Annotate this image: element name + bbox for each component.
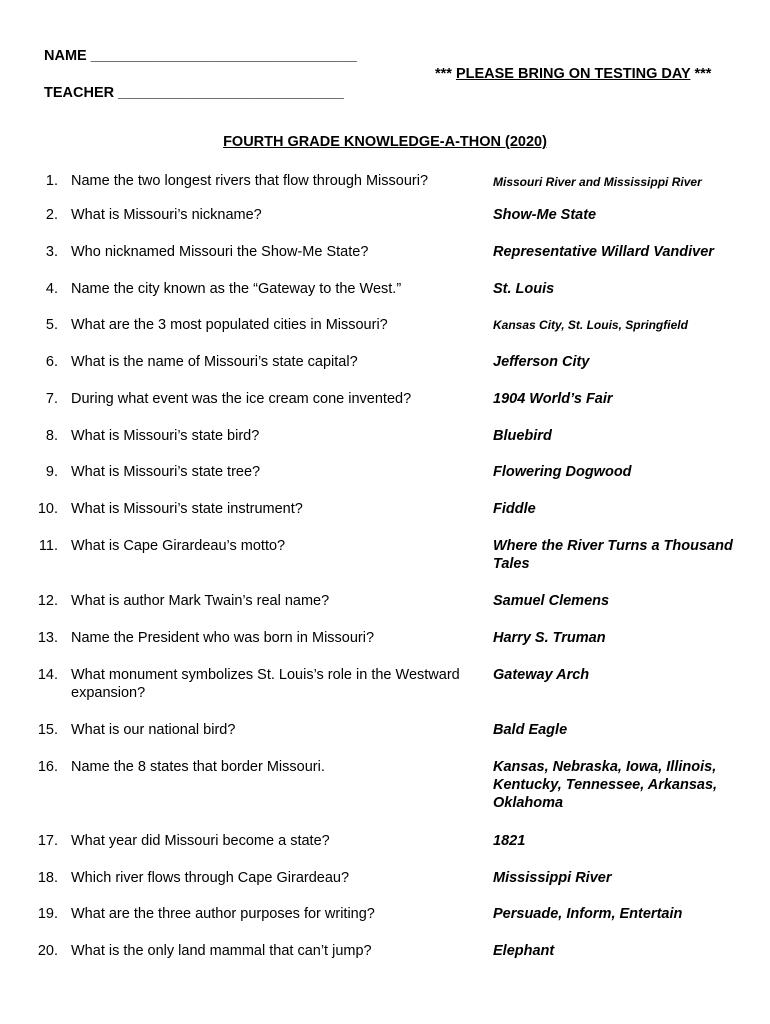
name-blank[interactable]: _________________________________ xyxy=(90,48,357,64)
question-number: 8. xyxy=(45,428,58,444)
question-text: Name the 8 states that border Missouri. xyxy=(71,759,325,775)
answer-text: St. Louis xyxy=(493,281,555,297)
question-number: 18. xyxy=(37,870,58,886)
answer-text: Kansas City, St. Louis, Springfield xyxy=(493,318,688,332)
question-number: 10. xyxy=(37,501,58,517)
question-text: What is Cape Girardeau’s motto? xyxy=(71,538,286,554)
question-text: What monument symbolizes St. Louis’s role in the Westward expansion? xyxy=(71,667,460,701)
question-text: Name the two longest rivers that flow through Missouri? xyxy=(71,173,429,189)
page-title: FOURTH GRADE KNOWLEDGE-A-THON (2020) xyxy=(223,134,547,150)
name-label: NAME xyxy=(44,48,87,64)
question-number: 13. xyxy=(37,630,58,646)
question-text: What is the name of Missouri’s state capital? xyxy=(71,354,358,370)
question-text: What is Missouri’s state tree? xyxy=(71,464,261,480)
question-text: Name the city known as the “Gateway to the West.” xyxy=(71,281,402,297)
answer-text: Kansas, Nebraska, Iowa, Illinois, Kentucky, Tennessee, Arkansas, Oklahoma xyxy=(493,759,718,811)
answer-text: Missouri River and Mississippi River xyxy=(493,175,702,189)
question-number: 19. xyxy=(37,906,58,922)
question-number: 12. xyxy=(37,593,58,609)
question-text: What is Missouri’s nickname? xyxy=(71,207,262,223)
answer-text: Gateway Arch xyxy=(493,667,590,683)
answer-text: Representative Willard Vandiver xyxy=(493,244,714,260)
answer-text: Elephant xyxy=(493,943,555,959)
question-number: 2. xyxy=(45,207,58,223)
answer-text: Where the River Turns a Thousand Tales xyxy=(493,538,733,572)
answer-text: Flowering Dogwood xyxy=(493,464,632,480)
question-number: 17. xyxy=(37,833,58,849)
teacher-field[interactable] xyxy=(44,85,344,101)
question-text: What is author Mark Twain’s real name? xyxy=(71,593,330,609)
testing-day-notice: *** PLEASE BRING ON TESTING DAY *** xyxy=(435,66,712,82)
question-number: 3. xyxy=(45,244,58,260)
question-text: Which river flows through Cape Girardeau? xyxy=(71,870,350,886)
question-number: 16. xyxy=(37,759,58,775)
teacher-label: TEACHER xyxy=(44,85,115,101)
answer-text: Samuel Clemens xyxy=(493,593,610,609)
question-text: What is Missouri’s state bird? xyxy=(71,428,260,444)
question-number: 15. xyxy=(37,722,58,738)
teacher-blank[interactable]: ____________________________ xyxy=(118,85,344,101)
question-text: What are the 3 most populated cities in Missouri? xyxy=(71,317,388,333)
answer-text: Bald Eagle xyxy=(493,722,568,738)
question-text: What are the three author purposes for writing? xyxy=(71,906,375,922)
answer-text: Mississippi River xyxy=(493,870,612,886)
answer-text: Show-Me State xyxy=(493,207,597,223)
answer-text: Persuade, Inform, Entertain xyxy=(493,906,683,922)
question-text: Name the President who was born in Missouri? xyxy=(71,630,375,646)
answer-text: Harry S. Truman xyxy=(493,630,606,646)
answer-text: 1821 xyxy=(493,833,526,849)
question-number: 5. xyxy=(45,317,58,333)
question-number: 20. xyxy=(37,943,58,959)
question-text: What is Missouri’s state instrument? xyxy=(71,501,303,517)
question-text: What is our national bird? xyxy=(71,722,236,738)
answer-text: Bluebird xyxy=(493,428,552,444)
question-number: 1. xyxy=(45,173,58,189)
question-text: During what event was the ice cream cone invented? xyxy=(71,391,412,407)
answer-text: 1904 World’s Fair xyxy=(493,391,613,407)
notice-text: PLEASE BRING ON TESTING DAY xyxy=(455,66,691,82)
question-number: 9. xyxy=(45,464,58,480)
answer-text: Jefferson City xyxy=(493,354,590,370)
question-number: 7. xyxy=(45,391,58,407)
question-number: 4. xyxy=(45,281,58,297)
question-number: 6. xyxy=(45,354,58,370)
name-field[interactable] xyxy=(44,48,357,64)
question-number: 11. xyxy=(38,538,58,554)
question-number: 14. xyxy=(37,667,58,683)
question-text: What year did Missouri become a state? xyxy=(71,833,330,849)
question-text: What is the only land mammal that can’t jump? xyxy=(71,943,372,959)
question-text: Who nicknamed Missouri the Show-Me State? xyxy=(71,244,369,260)
answer-text: Fiddle xyxy=(493,501,536,517)
